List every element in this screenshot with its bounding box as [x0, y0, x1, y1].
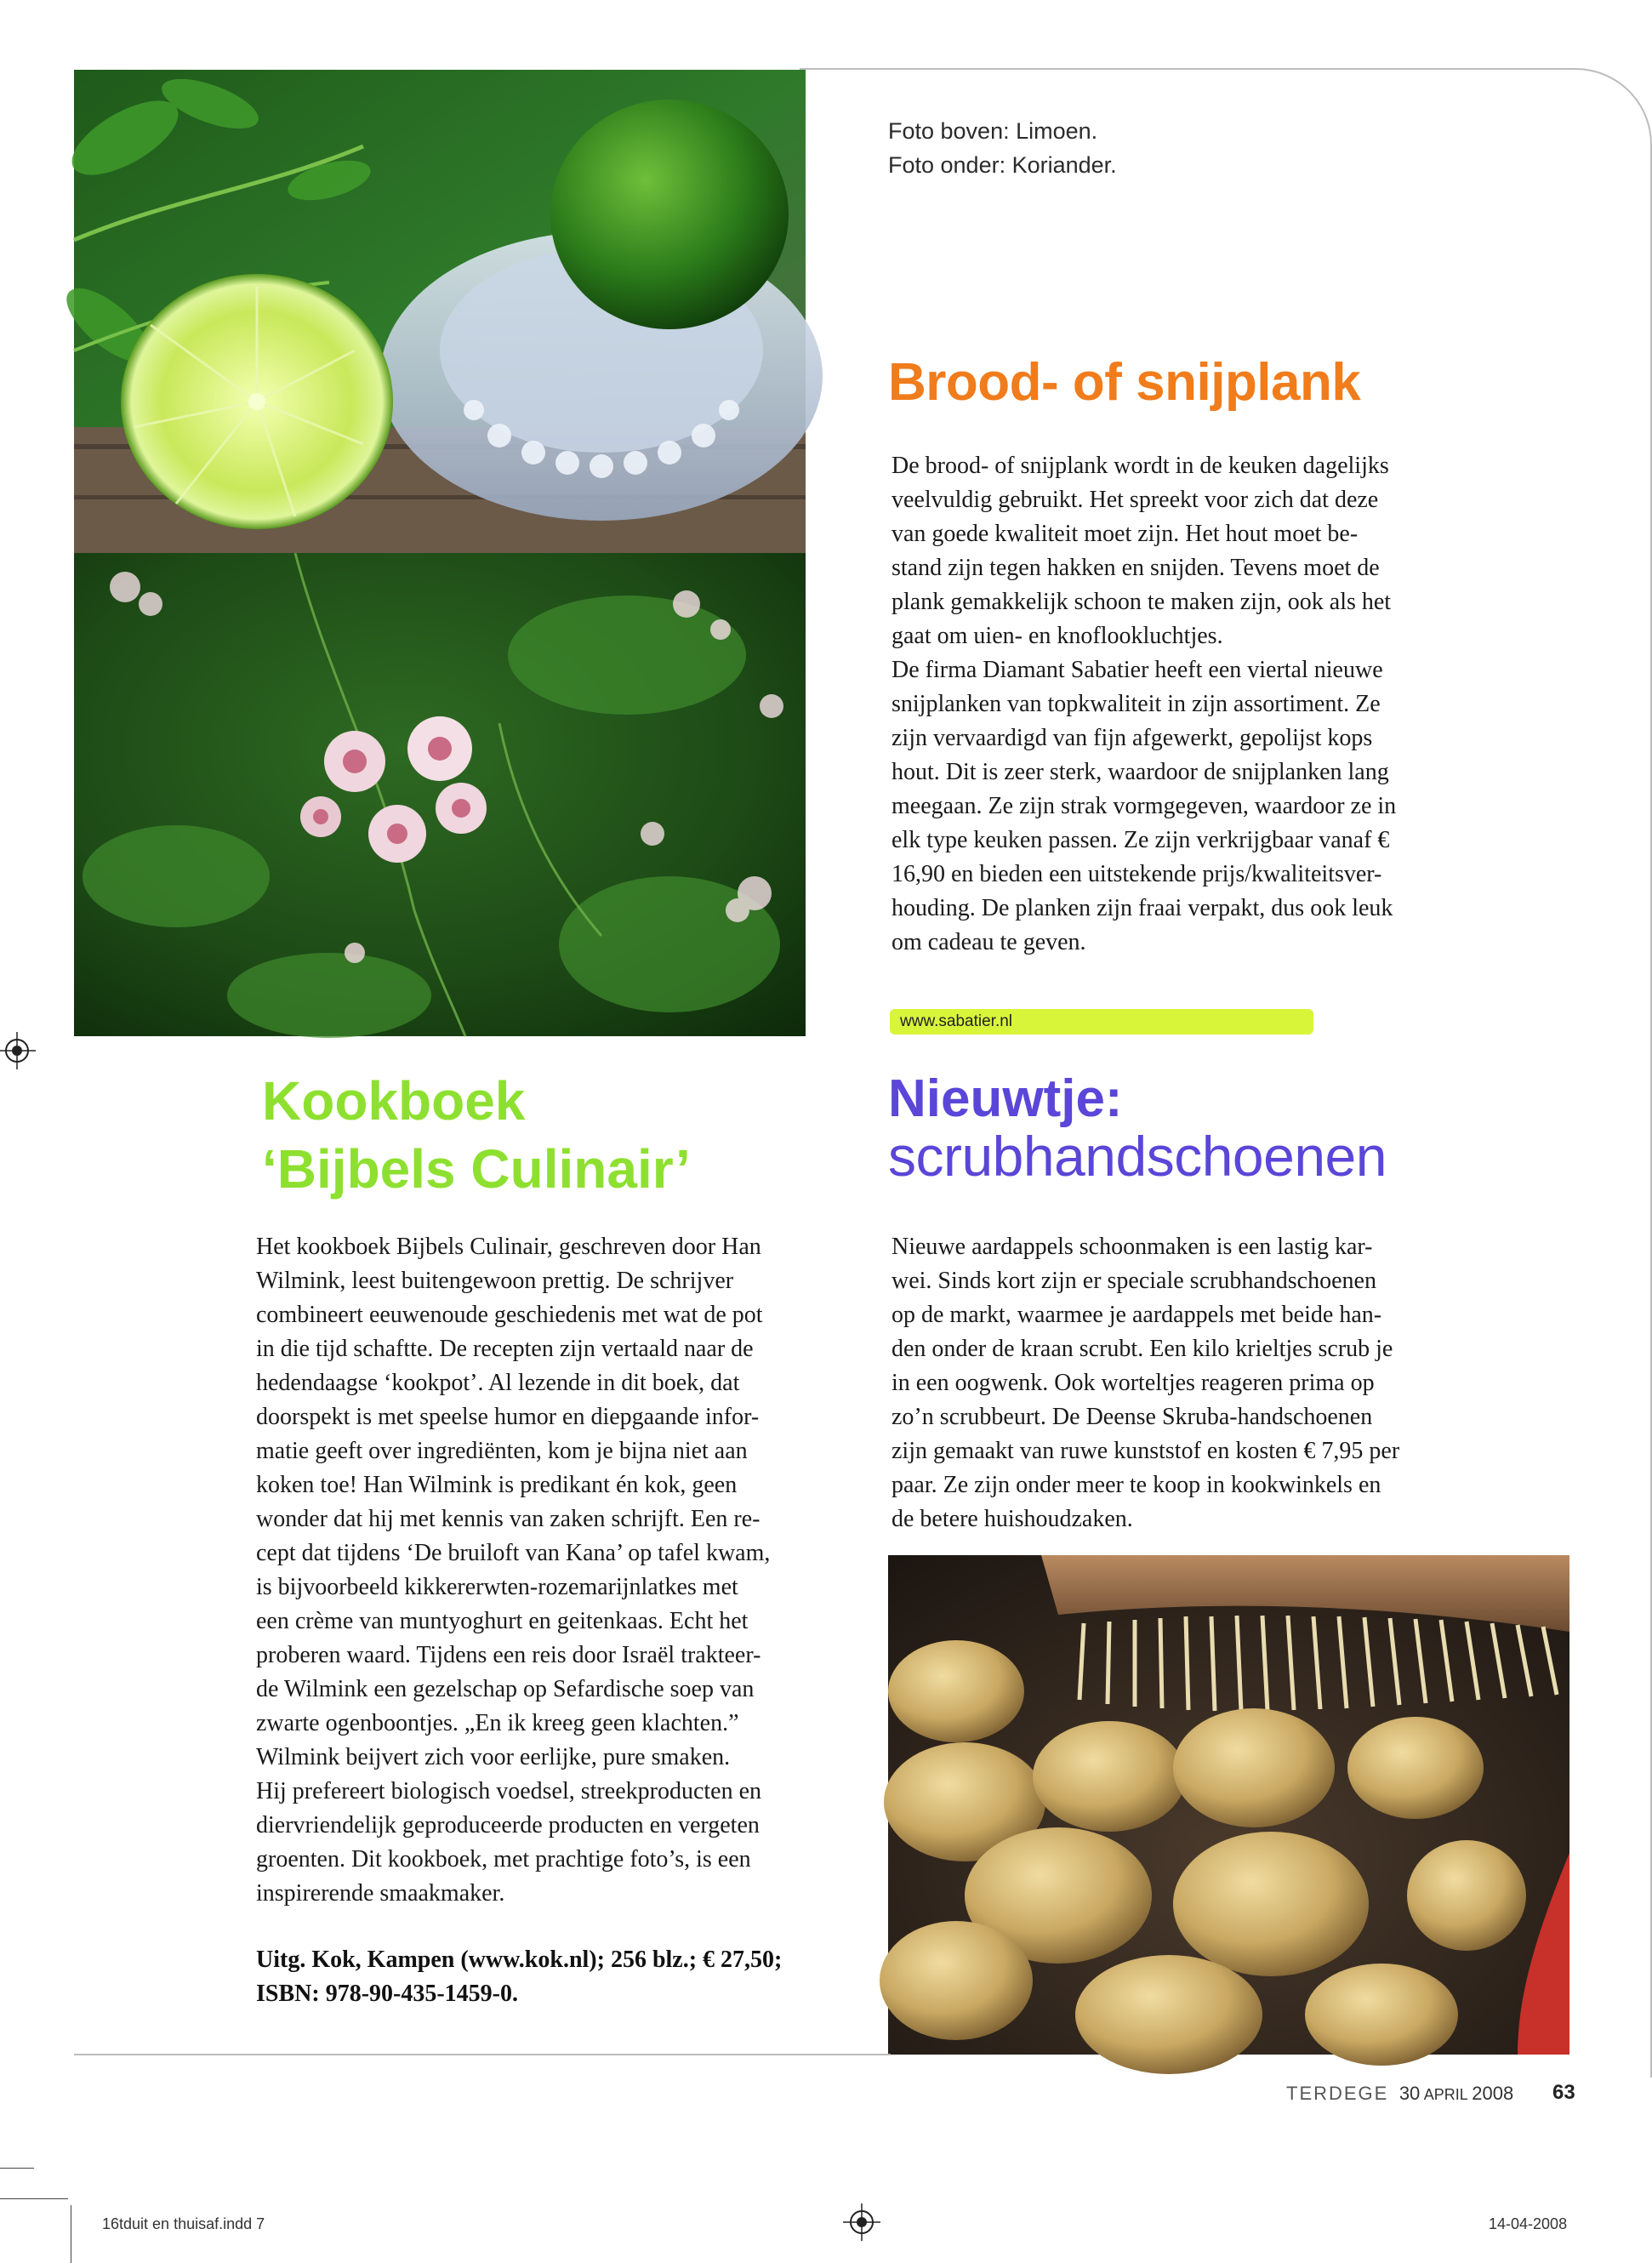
- slug-print-date: 14-04-2008: [1489, 2215, 1568, 2232]
- nieuwtje-line: den onder de kraan scrubt. Een kilo krieltjes scrub je: [892, 1336, 1393, 1362]
- kookboek-line: in die tijd schaftte. De recepten zijn vertaald naar de: [256, 1336, 754, 1362]
- nieuwtje-heading: [888, 1069, 1387, 1189]
- snijplank-line: 16,90 en bieden een uitstekende prijs/kwaliteitsver-: [892, 861, 1382, 887]
- caption-bottom: Foto onder: Koriander.: [888, 152, 1117, 178]
- publisher-line1: Uitg. Kok, Kampen (www.kok.nl); 256 blz.; € 27,50;: [256, 1947, 783, 1973]
- nieuwtje-line: zo’n scrubbeurt. De Deense Skruba-handschoenen: [892, 1404, 1373, 1430]
- page-number: 63: [1552, 2081, 1575, 2104]
- nieuwtje-line: wei. Sinds kort zijn er speciale scrubhandschoenen: [892, 1268, 1376, 1294]
- lime-photo: [74, 70, 806, 553]
- photo-captions: [888, 114, 1484, 182]
- footer-date-day: 30: [1399, 2083, 1421, 2104]
- nieuwtje-line: op de markt, waarmee je aardappels met beide han-: [892, 1302, 1382, 1328]
- snijplank-line: snijplanken van topkwaliteit in zijn assortiment. Ze: [892, 691, 1381, 717]
- bottom-rule: [74, 2054, 891, 2055]
- kookboek-line: matie geeft over ingrediënten, kom je bijna niet aan: [256, 1438, 748, 1464]
- nieuwtje-line: Nieuwe aardappels schoonmaken is een lastig kar-: [892, 1234, 1373, 1260]
- kookboek-line: de Wilmink een gezelschap op Sefardische soep van: [256, 1676, 755, 1702]
- snijplank-line: elk type keuken passen. Ze zijn verkrijgbaar vanaf €: [892, 827, 1390, 853]
- potatoes-photo-art: [888, 1555, 1569, 2055]
- kookboek-line: Het kookboek Bijbels Culinair, geschreven door Han: [256, 1234, 761, 1260]
- nieuwtje-heading-light: scrubhandschoenen: [888, 1125, 1387, 1188]
- snijplank-line: van goede kwaliteit moet zijn. Het hout moet be-: [892, 521, 1359, 547]
- publisher-line2: ISBN: 978-90-435-1459-0.: [256, 1981, 518, 2007]
- lime-photo-art: [74, 70, 806, 553]
- kookboek-heading-line2: ‘Bijbels Culinair’: [262, 1138, 691, 1200]
- snijplank-line: stand zijn tegen hakken en snijden. Tevens moet de: [892, 555, 1380, 581]
- nieuwtje-line: paar. Ze zijn onder meer te koop in kookwinkels en: [892, 1472, 1381, 1498]
- registration-mark-left-icon: [0, 1032, 36, 1069]
- snijplank-line: plank gemakkelijk schoon te maken zijn, ook als het: [892, 589, 1392, 615]
- snijplank-heading: Brood- of snijplank: [888, 353, 1361, 412]
- potatoes-brush-photo: [888, 1555, 1569, 2055]
- snijplank-line: meegaan. Ze zijn strak vormgegeven, waardoor ze in: [892, 793, 1397, 819]
- nieuwtje-line: zijn gemaakt van ruwe kunststof en kosten € 7,95 per: [892, 1438, 1400, 1464]
- nieuwtje-body: [892, 1230, 1487, 1536]
- kookboek-line: Wilmink, leest buitengewoon prettig. De schrijver: [256, 1268, 734, 1294]
- snijplank-line: De brood- of snijplank wordt in de keuken dagelijks: [892, 453, 1389, 479]
- coriander-photo-art: [74, 553, 806, 1036]
- coriander-photo: [74, 553, 806, 1036]
- kookboek-line: is bijvoorbeeld kikkererwten-rozemarijnlatkes met: [256, 1574, 738, 1600]
- kookboek-line: een crème van muntyoghurt en geitenkaas. Echt het: [256, 1608, 749, 1634]
- kookboek-line: wonder dat hij met kennis van zaken schrijft. Een re-: [256, 1506, 760, 1532]
- registration-mark-bottom-icon: [843, 2203, 880, 2241]
- kookboek-line: diervriendelijk geproduceerde producten en vergeten: [256, 1812, 760, 1838]
- snijplank-line: hout. Dit is zeer sterk, waardoor de snijplanken lang: [892, 759, 1389, 785]
- snijplank-line: De firma Diamant Sabatier heeft een viertal nieuwe: [892, 657, 1383, 683]
- crop-line-left-bottom: [0, 2198, 68, 2199]
- crop-line-left-top: [0, 2168, 34, 2169]
- kookboek-line: Wilmink beijvert zich voor eerlijke, pure smaken.: [256, 1744, 731, 1770]
- sabatier-url-link[interactable]: www.sabatier.nl: [890, 1009, 1313, 1035]
- nieuwtje-heading-bold: Nieuwtje:: [888, 1069, 1123, 1128]
- snijplank-line: veelvuldig gebruikt. Het spreekt voor zich dat deze: [892, 487, 1379, 513]
- slug-file-name: 16tduit en thuisaf.indd 7: [102, 2215, 265, 2232]
- footer-date-year: 2008: [1472, 2083, 1514, 2104]
- kookboek-line: Hij prefereert biologisch voedsel, streekproducten en: [256, 1778, 762, 1804]
- kookboek-body: [256, 1230, 869, 1911]
- kookboek-line: koken toe! Han Wilmink is predikant én kok, geen: [256, 1472, 738, 1498]
- kookboek-line: groenten. Dit kookboek, met prachtige foto’s, is een: [256, 1846, 751, 1873]
- kookboek-line: cept dat tijdens ‘De bruiloft van Kana’ op tafel kwam,: [256, 1540, 771, 1566]
- nieuwtje-line: in een oogwenk. Ook worteltjes reageren prima op: [892, 1370, 1375, 1396]
- kookboek-line: hedendaagse ‘kookpot’. Al lezende in dit boek, dat: [256, 1370, 740, 1396]
- snijplank-line: houding. De planken zijn fraai verpakt, dus ook leuk: [892, 895, 1393, 921]
- snijplank-line: gaat om uien- en knoflookluchtjes.: [892, 623, 1223, 649]
- snijplank-body: [892, 449, 1487, 960]
- footer-date-month: APRIL: [1423, 2086, 1468, 2103]
- kookboek-line: inspirerende smaakmaker.: [256, 1880, 505, 1907]
- caption-top: Foto boven: Limoen.: [888, 118, 1098, 144]
- kookboek-line: zwarte ogenboontjes. „En ik kreeg geen klachten.”: [256, 1710, 739, 1736]
- kookboek-line: doorspekt is met speelse humor en diepgaande infor-: [256, 1404, 760, 1430]
- footer-running: [1286, 2083, 1513, 2105]
- kookboek-publisher: [256, 1943, 869, 2011]
- nieuwtje-line: de betere huishoudzaken.: [892, 1506, 1133, 1532]
- footer-brand: TERDEGE: [1286, 2083, 1389, 2104]
- kookboek-line: proberen waard. Tijdens een reis door Israël trakteer-: [256, 1642, 761, 1668]
- kookboek-heading: [262, 1067, 691, 1203]
- snijplank-line: zijn vervaardigd van fijn afgewerkt, gepolijst kops: [892, 725, 1373, 751]
- snijplank-line: om cadeau te geven.: [892, 929, 1086, 955]
- kookboek-line: combineert eeuwenoude geschiedenis met wat de pot: [256, 1302, 763, 1328]
- kookboek-heading-line1: Kookboek: [262, 1070, 526, 1132]
